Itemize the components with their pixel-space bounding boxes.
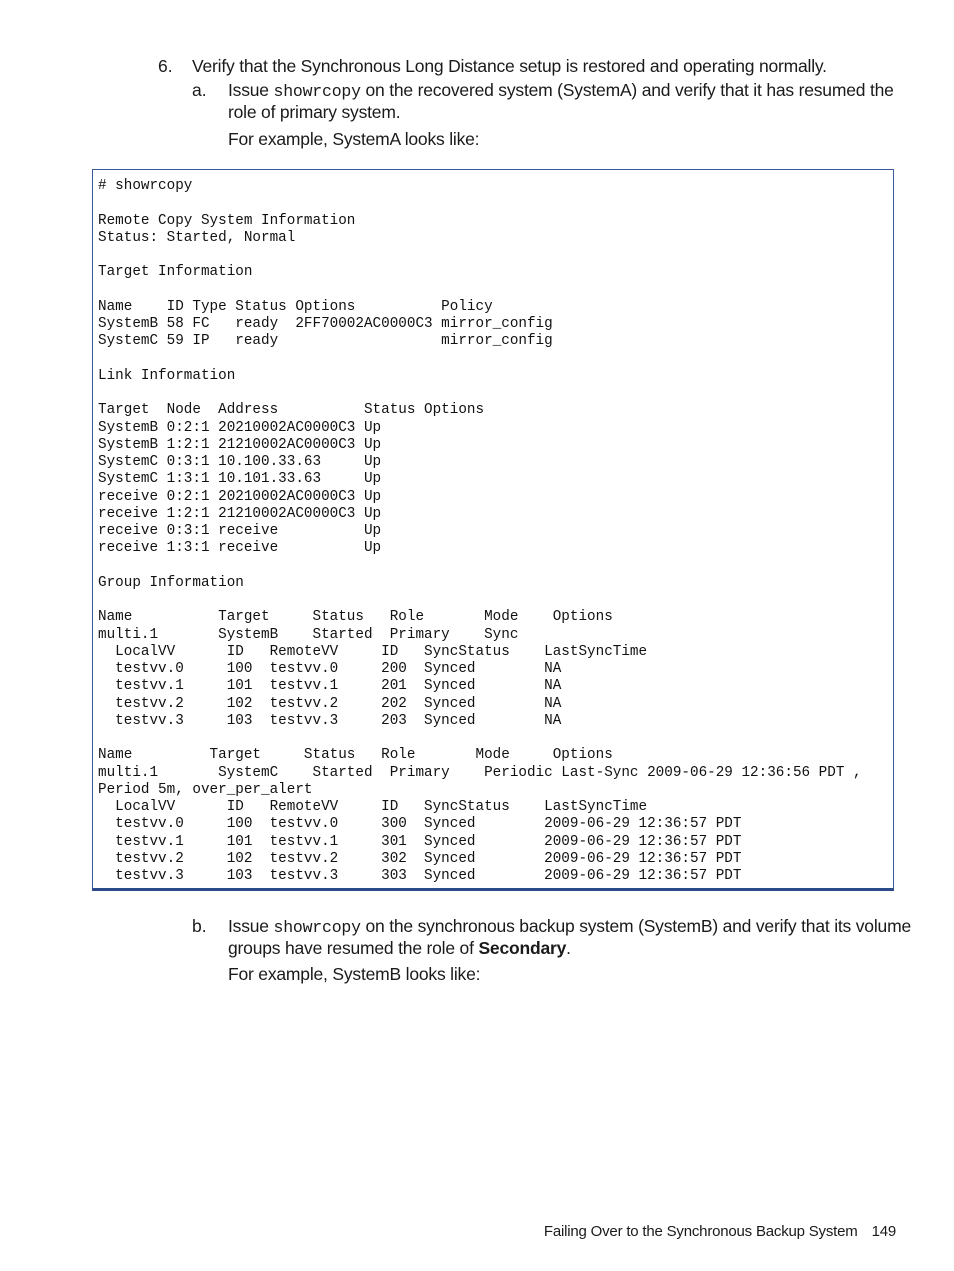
code-line: SystemB 58 FC ready 2FF70002AC0000C3 mirror_config bbox=[98, 316, 553, 332]
code-line: Link Information bbox=[98, 367, 236, 384]
showrcopy-output bbox=[98, 178, 862, 885]
code-line: receive 1:2:1 21210002AC0000C3 Up bbox=[98, 505, 382, 522]
substep-b-line2 bbox=[228, 937, 571, 959]
substep-b-prefix: Issue bbox=[228, 916, 269, 936]
footer-section-title: Failing Over to the Synchronous Backup System bbox=[543, 1223, 858, 1240]
code-line: testvv.0 100 testvv.0 200 Synced NA bbox=[98, 661, 562, 677]
command-showrcopy: showrcopy bbox=[273, 82, 361, 101]
substep-a-marker: a. bbox=[192, 80, 207, 100]
code-line: testvv.3 103 testvv.3 203 Synced NA bbox=[98, 712, 562, 729]
substep-a-suffix: on the recovered system (SystemA) and verify that it has resumed the bbox=[365, 80, 894, 100]
code-line: SystemC 59 IP ready mirror_config bbox=[98, 333, 553, 350]
substep-a-line2: role of primary system. bbox=[228, 102, 401, 122]
substep-b-line2-prefix: groups have resumed the role of bbox=[228, 938, 474, 958]
command-showrcopy: showrcopy bbox=[273, 918, 361, 937]
code-line: Period 5m, over_per_alert bbox=[98, 781, 313, 798]
code-line: receive 1:3:1 receive Up bbox=[98, 540, 382, 557]
code-line: receive 0:2:1 20210002AC0000C3 Up bbox=[98, 488, 382, 505]
code-line: testvv.2 102 testvv.2 202 Synced NA bbox=[98, 695, 562, 712]
secondary-emphasis: Secondary bbox=[478, 938, 567, 958]
page-footer bbox=[544, 1222, 896, 1242]
code-line: Group Information bbox=[98, 574, 244, 591]
substep-a-prefix: Issue bbox=[228, 80, 269, 100]
substep-b-line2-suffix: . bbox=[566, 938, 571, 958]
code-line: Remote Copy System Information bbox=[98, 212, 356, 229]
substep-b-suffix: on the synchronous backup system (SystemB) and verify that its volume bbox=[365, 916, 911, 936]
substep-b-marker: b. bbox=[192, 916, 207, 936]
substep-b-example: For example, SystemB looks like: bbox=[228, 964, 481, 984]
code-line: testvv.0 100 testvv.0 300 Synced 2009-06-29 12:36:57 PDT bbox=[98, 816, 742, 833]
code-line: Name Target Status Role Mode Options bbox=[98, 747, 613, 764]
substep-a-example: For example, SystemA looks like: bbox=[228, 129, 480, 149]
code-line: multi.1 SystemC Started Primary Periodic Last-Sync 2009-06-29 12:36:56 PDT , bbox=[98, 764, 862, 781]
code-line: multi.1 SystemB Started Primary Sync bbox=[98, 626, 519, 643]
substep-b-line1 bbox=[228, 915, 911, 939]
code-line: testvv.3 103 testvv.3 303 Synced 2009-06-29 12:36:57 PDT bbox=[98, 868, 742, 884]
substep-a-line1 bbox=[228, 79, 894, 103]
code-line: Name ID Type Status Options Policy bbox=[98, 298, 493, 315]
code-line: # showrcopy bbox=[98, 178, 193, 194]
code-line: receive 0:3:1 receive Up bbox=[98, 523, 382, 539]
code-line: Name Target Status Role Mode Options bbox=[98, 609, 613, 626]
code-output-box bbox=[92, 169, 894, 891]
code-line: Target Information bbox=[98, 264, 253, 281]
step-6-text: Verify that the Synchronous Long Distance setup is restored and operating normally. bbox=[192, 56, 827, 76]
page-number: 149 bbox=[871, 1223, 896, 1240]
code-line: SystemC 1:3:1 10.101.33.63 Up bbox=[98, 471, 382, 488]
code-line: SystemC 0:3:1 10.100.33.63 Up bbox=[98, 454, 382, 470]
code-line: Status: Started, Normal bbox=[98, 229, 296, 246]
code-line: LocalVV ID RemoteVV ID SyncStatus LastSyncTime bbox=[98, 799, 648, 815]
code-line: Target Node Address Status Options bbox=[98, 402, 485, 419]
code-line: testvv.2 102 testvv.2 302 Synced 2009-06-29 12:36:57 PDT bbox=[98, 850, 742, 867]
code-line: testvv.1 101 testvv.1 201 Synced NA bbox=[98, 678, 562, 695]
code-line: SystemB 1:2:1 21210002AC0000C3 Up bbox=[98, 436, 382, 453]
step-number: 6. bbox=[158, 56, 173, 76]
code-line: LocalVV ID RemoteVV ID SyncStatus LastSyncTime bbox=[98, 643, 648, 660]
code-line: SystemB 0:2:1 20210002AC0000C3 Up bbox=[98, 419, 382, 436]
code-line: testvv.1 101 testvv.1 301 Synced 2009-06-29 12:36:57 PDT bbox=[98, 833, 742, 850]
